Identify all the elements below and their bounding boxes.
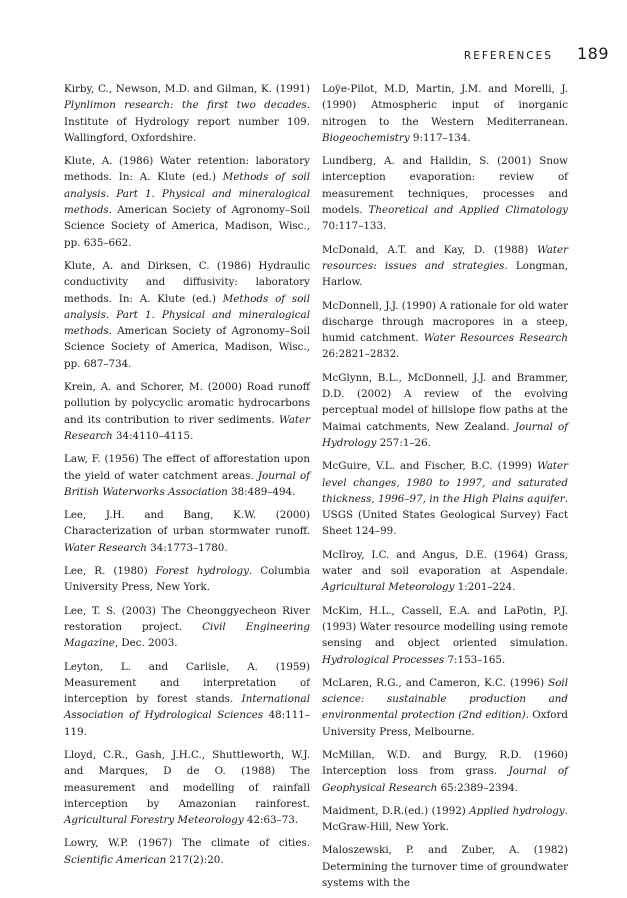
reference-entry [322, 747, 568, 796]
section-title: REFERENCES [463, 50, 553, 62]
reference-title-italic: Methods of soil analysis. Part 1. Physical and mineralogical methods [64, 171, 310, 217]
reference-title-italic: Agricultural Forestry Meteorology [64, 814, 244, 827]
reference-entry [64, 747, 310, 828]
reference-text: . USGS (United States Geological Survey) Fact Sheet 124–99. [322, 492, 568, 538]
reference-text: Lee, J.H. and Bang, K.W. (2000) Characterization of urban stormwater runoff. [64, 509, 310, 538]
reference-text: 26:2821–2832. [322, 348, 400, 361]
reference-text: McKim, H.L., Cassell, E.A. and LaPotin, P.J. (1993) Water resource modelling using remote sensing and object oriented simulation. [322, 604, 568, 650]
reference-entry [64, 451, 310, 500]
reference-entry [322, 842, 568, 891]
reference-entry [64, 507, 310, 556]
reference-text: 257:1–26. [376, 436, 431, 449]
reference-text: Maidment, D.R.(ed.) (1992) [322, 804, 470, 817]
reference-title-italic: Applied hydrology [469, 804, 565, 817]
reference-title-italic: Journal of Geophysical Research [322, 765, 568, 794]
reference-text: 65:2389–2394. [437, 781, 518, 794]
reference-text: 34:1773–1780. [146, 541, 228, 554]
reference-text: McLaren, R.G., and Cameron, K.C. (1996) [322, 676, 549, 689]
reference-text: 38:489–494. [227, 485, 296, 498]
reference-entry [64, 258, 310, 372]
reference-entry [64, 603, 310, 652]
reference-text: 48:111–119. [64, 709, 310, 738]
reference-text: . McGraw-Hill, New York. [322, 804, 568, 834]
reference-text: . Oxford University Press, Melbourne. [322, 709, 568, 738]
reference-entry [322, 370, 568, 451]
reference-title-italic: Water resources: issues and strategies [322, 243, 568, 272]
reference-title-italic: Water Research [64, 541, 147, 554]
reference-entry [64, 81, 310, 146]
reference-column-left [64, 81, 310, 875]
reference-text: 7:153–165. [444, 653, 506, 666]
reference-entry [64, 563, 310, 596]
reference-text: Lundberg, A. and Halldin, S. (2001) Snow interception evaporation: review of measurement techniques, processes and models. [322, 155, 568, 217]
reference-entry [322, 547, 568, 596]
reference-title-italic: Soil science: sustainable production and environmental protection (2nd edition) [322, 676, 568, 722]
reference-entry [64, 153, 310, 251]
reference-title-italic: Journal of Hydrology [322, 420, 568, 449]
reference-title-italic: Agricultural Meteorology [322, 581, 455, 594]
reference-entry [322, 603, 568, 668]
reference-text: Lloyd, C.R., Gash, J.H.C., Shuttleworth, W.J. and Marques, D de O. (1988) The measurement and modelling of rainfall interception by Amazonian rainforest. [64, 748, 310, 810]
reference-text: McDonnell, J.J. (1990) A rationale for old water discharge through macropores in a steep, humid catchment. [322, 299, 568, 345]
reference-text: Klute, A. and Dirksen, C. (1986) Hydraulic conductivity and diffusivity: laboratory methods. In: A. Klute (ed.) [64, 259, 310, 305]
reference-text: . Columbia University Press, New York. [64, 565, 310, 594]
reference-text: Lee, R. (1980) [64, 565, 156, 578]
reference-entry [64, 659, 310, 740]
reference-text: McMillan, W.D. and Burgy, R.D. (1960) Interception loss from grass. [322, 748, 568, 778]
reference-text: Lowry, W.P. (1967) The climate of cities. [64, 837, 310, 850]
reference-entry [322, 242, 568, 291]
reference-title-italic: International Association of Hydrological Sciences [64, 693, 310, 722]
reference-text: 9:117–134. [409, 131, 471, 144]
reference-text: McDonald, A.T. and Kay, D. (1988) [322, 243, 538, 256]
reference-text: Loÿe-Pilot, M.D, Martin, J.M. and Morelli, J. (1990) Atmospheric input of inorganic nitrogen to the Western Mediterranean. [322, 83, 568, 128]
reference-title-italic: Forest hydrology [155, 565, 249, 578]
reference-text: 42:63–73. [243, 814, 299, 827]
reference-text: 217(2):20. [166, 853, 224, 866]
reference-text: 34:4110–4115. [112, 429, 194, 442]
reference-entry [64, 835, 310, 868]
reference-entry [322, 153, 568, 234]
reference-text: . Institute of Hydrology report number 109. Wallingford, Oxfordshire. [64, 99, 310, 144]
page-number: 189 [576, 44, 609, 63]
reference-entry [322, 803, 568, 836]
reference-title-italic: Civil Engineering Magazine [64, 620, 311, 650]
reference-entry [322, 298, 568, 363]
reference-title-italic: Water Resources Research [423, 332, 568, 345]
reference-text: McIlroy, I.C. and Angus, D.E. (1964) Grass, water and soil evaporation at Aspendale. [322, 548, 568, 578]
reference-entry [322, 458, 568, 539]
reference-title-italic: Plynlimon research: the first two decades [64, 99, 307, 112]
reference-text: . American Society of Agronomy–Soil Science Society of America, Madison, Wisc., pp. 635–662. [64, 204, 310, 249]
reference-text: Law, F. (1956) The effect of afforestation upon the yield of water catchment areas. [64, 453, 310, 482]
reference-text: 1:201–224. [454, 581, 516, 594]
reference-text: 70:117–133. [322, 220, 387, 233]
reference-text: Maloszewski, P. and Zuber, A. (1982) Determining the turnover time of groundwater systems with the [322, 844, 568, 890]
reference-text: . American Society of Agronomy–Soil Science Society of America, Madison, Wisc., pp. 687–734. [64, 325, 310, 370]
reference-title-italic: Water Research [64, 413, 310, 442]
reference-title-italic: Theoretical and Applied Climatology [368, 204, 568, 217]
reference-text: Krein, A. and Schorer, M. (2000) Road runoff pollution by polycyclic aromatic hydrocarbons and its contribution to river sediments. [64, 381, 310, 426]
reference-entry [322, 81, 568, 146]
reference-text: , Dec. 2003. [114, 637, 178, 650]
reference-title-italic: Methods of soil analysis. Part 1. Physical and mineralogical methods [64, 292, 310, 338]
reference-title-italic: Biogeochemistry [322, 131, 410, 144]
reference-title-italic: Water level changes, 1980 to 1997, and saturated thickness, 1996–97, in the High Plains aquifer [322, 460, 568, 505]
reference-title-italic: Hydrological Processes [322, 653, 445, 666]
reference-text: Lee, T. S. (2003) The Cheonggyecheon River restoration project. [64, 604, 310, 633]
reference-entry [322, 675, 568, 740]
reference-entry [64, 379, 310, 444]
reference-text: Klute, A. (1986) Water retention: laboratory methods. In: A. Klute (ed.) [64, 155, 310, 184]
reference-text: Kirby, C., Newson, M.D. and Gilman, K. (1991) [64, 83, 310, 95]
reference-title-italic: Journal of British Waterworks Association [64, 469, 310, 498]
reference-text: Leyton, L. and Carlisle, A. (1959) Measurement and interpretation of interception by forest stands. [64, 660, 310, 706]
reference-text: McGuire, V.L. and Fischer, B.C. (1999) [322, 460, 538, 473]
reference-text: . Longman, Harlow. [322, 259, 568, 289]
reference-text: McGlynn, B.L., McDonnell, J.J. and Brammer, D.D. (2002) A review of the evolving perceptual model of hillslope flow paths at the Maimai catchments, New Zealand. [322, 371, 568, 433]
reference-column-right [322, 81, 568, 898]
reference-title-italic: Scientific American [64, 853, 167, 866]
running-header [464, 44, 609, 63]
